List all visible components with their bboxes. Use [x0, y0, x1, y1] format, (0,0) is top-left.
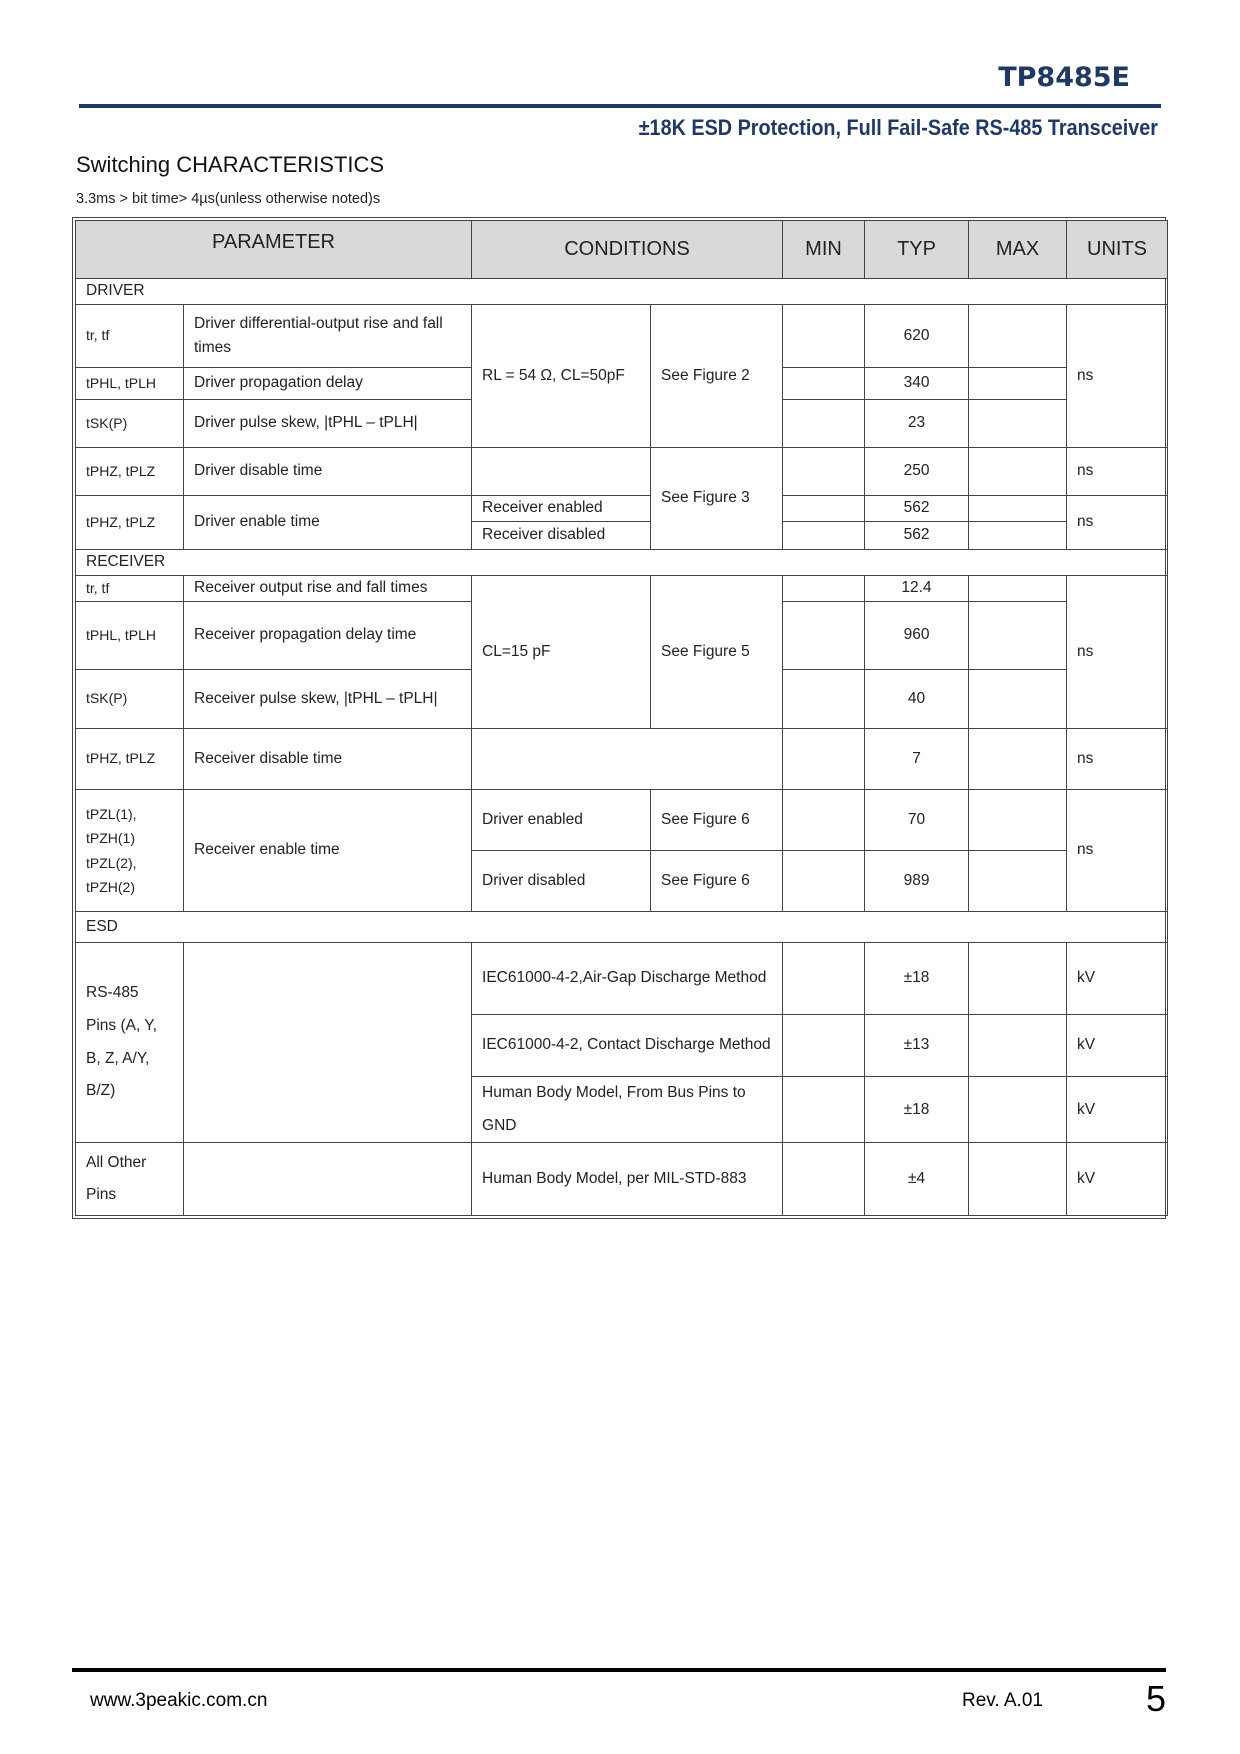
- table-row: [76, 790, 1168, 851]
- typ-cell: 340: [865, 368, 969, 400]
- figure-ref-cell: See Figure 3: [651, 448, 783, 550]
- description-cell: [184, 1143, 472, 1216]
- description-cell: Receiver propagation delay time: [184, 602, 472, 670]
- typ-cell: ±18: [865, 943, 969, 1015]
- units-cell: kV: [1067, 1015, 1168, 1077]
- header-units: UNITS: [1067, 221, 1168, 279]
- typ-cell: 40: [865, 670, 969, 729]
- max-cell: [969, 851, 1067, 912]
- max-cell: [969, 790, 1067, 851]
- max-cell: [969, 448, 1067, 496]
- typ-cell: ±18: [865, 1077, 969, 1143]
- table-row: [76, 448, 1168, 496]
- max-cell: [969, 400, 1067, 448]
- header-typ: TYP: [865, 221, 969, 279]
- max-cell: [969, 1143, 1067, 1216]
- description-cell: Receiver disable time: [184, 729, 472, 790]
- description-cell: [184, 943, 472, 1143]
- header-max: MAX: [969, 221, 1067, 279]
- min-cell: [783, 851, 865, 912]
- max-cell: [969, 670, 1067, 729]
- min-cell: [783, 670, 865, 729]
- description-cell: Driver pulse skew, |tPHL – tPLH|: [184, 400, 472, 448]
- symbol-cell: [76, 790, 184, 912]
- condition-cell: [472, 729, 783, 790]
- min-cell: [783, 1143, 865, 1216]
- condition-cell: CL=15 pF: [472, 576, 651, 729]
- symbol-cell: tSK(P): [76, 400, 184, 448]
- switching-characteristics-table: [72, 217, 1166, 1219]
- section-row-receiver: [76, 550, 1168, 576]
- max-cell: [969, 305, 1067, 368]
- min-cell: [783, 602, 865, 670]
- header-min: MIN: [783, 221, 865, 279]
- min-cell: [783, 576, 865, 602]
- condition-cell: Driver enabled: [472, 790, 651, 851]
- min-cell: [783, 943, 865, 1015]
- min-cell: [783, 448, 865, 496]
- typ-cell: 12.4: [865, 576, 969, 602]
- table-row: [76, 729, 1168, 790]
- typ-cell: 960: [865, 602, 969, 670]
- typ-cell: 7: [865, 729, 969, 790]
- header-row: [76, 221, 1168, 279]
- max-cell: [969, 602, 1067, 670]
- min-cell: [783, 1077, 865, 1143]
- max-cell: [969, 368, 1067, 400]
- pin-group-line: All Other: [86, 1153, 147, 1171]
- symbol-cell: tPHL, tPLH: [76, 602, 184, 670]
- symbol-cell: tr, tf: [76, 576, 184, 602]
- max-cell: [969, 1015, 1067, 1077]
- condition-cell: Human Body Model, per MIL-STD-883: [472, 1143, 783, 1216]
- symbol-cell: tPHL, tPLH: [76, 368, 184, 400]
- header-parameter: PARAMETER: [76, 221, 472, 279]
- symbol-line: tPZL(2),: [86, 854, 137, 871]
- table-row: [76, 576, 1168, 602]
- min-cell: [783, 496, 865, 522]
- section-row-driver: [76, 279, 1168, 305]
- condition-cell: [472, 448, 651, 496]
- footer-website-link[interactable]: www.3peakic.com.cn: [90, 1690, 268, 1711]
- units-cell: ns: [1067, 729, 1168, 790]
- description-cell: Driver differential-output rise and fall times: [184, 305, 472, 368]
- description-cell: Driver propagation delay: [184, 368, 472, 400]
- max-cell: [969, 729, 1067, 790]
- condition-cell: Human Body Model, From Bus Pins to GND: [472, 1077, 783, 1143]
- typ-cell: 70: [865, 790, 969, 851]
- condition-cell: Receiver disabled: [472, 522, 651, 550]
- condition-cell: Driver disabled: [472, 851, 651, 912]
- pin-group-line: Pins: [86, 1186, 117, 1204]
- pin-group-line: RS-485: [86, 984, 139, 1002]
- section-label-receiver: RECEIVER: [76, 550, 1168, 576]
- symbol-cell: tr, tf: [76, 305, 184, 368]
- table-row: [76, 943, 1168, 1015]
- pin-group-line: B, Z, A/Y,: [86, 1049, 150, 1067]
- min-cell: [783, 1015, 865, 1077]
- units-cell: ns: [1067, 576, 1168, 729]
- page-number: 5: [1145, 1678, 1166, 1719]
- description-cell: Driver disable time: [184, 448, 472, 496]
- table-row: [76, 1143, 1168, 1216]
- symbol-cell: tPHZ, tPLZ: [76, 496, 184, 550]
- description-cell: Receiver enable time: [184, 790, 472, 912]
- typ-cell: 250: [865, 448, 969, 496]
- figure-ref-cell: See Figure 6: [651, 790, 783, 851]
- symbol-cell: tSK(P): [76, 670, 184, 729]
- symbol-cell: tPHZ, tPLZ: [76, 448, 184, 496]
- section-row-esd: [76, 912, 1168, 943]
- min-cell: [783, 305, 865, 368]
- max-cell: [969, 943, 1067, 1015]
- header-conditions: CONDITIONS: [472, 221, 783, 279]
- section-label-driver: DRIVER: [76, 279, 1168, 305]
- condition-cell: Receiver enabled: [472, 496, 651, 522]
- condition-cell: RL = 54 Ω, CL=50pF: [472, 305, 651, 448]
- description-cell: Driver enable time: [184, 496, 472, 550]
- min-cell: [783, 400, 865, 448]
- units-cell: ns: [1067, 496, 1168, 550]
- table-row: [76, 305, 1168, 368]
- figure-ref-cell: See Figure 5: [651, 576, 783, 729]
- units-cell: ns: [1067, 448, 1168, 496]
- footer-rule: [72, 1668, 1166, 1672]
- pin-group-line: B/Z): [86, 1082, 116, 1100]
- document-subtitle: ±18K ESD Protection, Full Fail-Safe RS-485 Transceiver: [638, 115, 1158, 140]
- typ-cell: 23: [865, 400, 969, 448]
- min-cell: [783, 522, 865, 550]
- section-label-esd: ESD: [76, 912, 1168, 943]
- units-cell: kV: [1067, 1143, 1168, 1216]
- units-cell: kV: [1067, 943, 1168, 1015]
- typ-cell: 562: [865, 522, 969, 550]
- condition-cell: IEC61000-4-2,Air-Gap Discharge Method: [472, 943, 783, 1015]
- max-cell: [969, 1077, 1067, 1143]
- footer-revision: Rev. A.01: [962, 1690, 1043, 1711]
- symbol-line: tPZL(1),: [86, 805, 137, 822]
- header-rule: [79, 104, 1161, 108]
- typ-cell: ±13: [865, 1015, 969, 1077]
- typ-cell: 562: [865, 496, 969, 522]
- units-cell: ns: [1067, 790, 1168, 912]
- figure-ref-cell: See Figure 2: [651, 305, 783, 448]
- max-cell: [969, 522, 1067, 550]
- typ-cell: ±4: [865, 1143, 969, 1216]
- pin-group-cell: [76, 1143, 184, 1216]
- min-cell: [783, 368, 865, 400]
- symbol-line: tPZH(1): [86, 830, 135, 846]
- typ-cell: 620: [865, 305, 969, 368]
- condition-cell: IEC61000-4-2, Contact Discharge Method: [472, 1015, 783, 1077]
- typ-cell: 989: [865, 851, 969, 912]
- description-cell: Receiver output rise and fall times: [184, 576, 472, 602]
- units-cell: ns: [1067, 305, 1168, 448]
- symbol-cell: tPHZ, tPLZ: [76, 729, 184, 790]
- section-title: Switching CHARACTERISTICS: [76, 152, 385, 177]
- table-row: [76, 496, 1168, 522]
- max-cell: [969, 576, 1067, 602]
- min-cell: [783, 790, 865, 851]
- max-cell: [969, 496, 1067, 522]
- pin-group-cell: [76, 943, 184, 1143]
- part-number: TP8485E: [998, 62, 1130, 93]
- symbol-line: tPZH(2): [86, 879, 135, 895]
- pin-group-line: Pins (A, Y,: [86, 1017, 157, 1034]
- units-cell: kV: [1067, 1077, 1168, 1143]
- conditions-note: 3.3ms > bit time> 4µs(unless otherwise noted)s: [76, 191, 381, 207]
- description-cell: Receiver pulse skew, |tPHL – tPLH|: [184, 670, 472, 729]
- min-cell: [783, 729, 865, 790]
- figure-ref-cell: See Figure 6: [651, 851, 783, 912]
